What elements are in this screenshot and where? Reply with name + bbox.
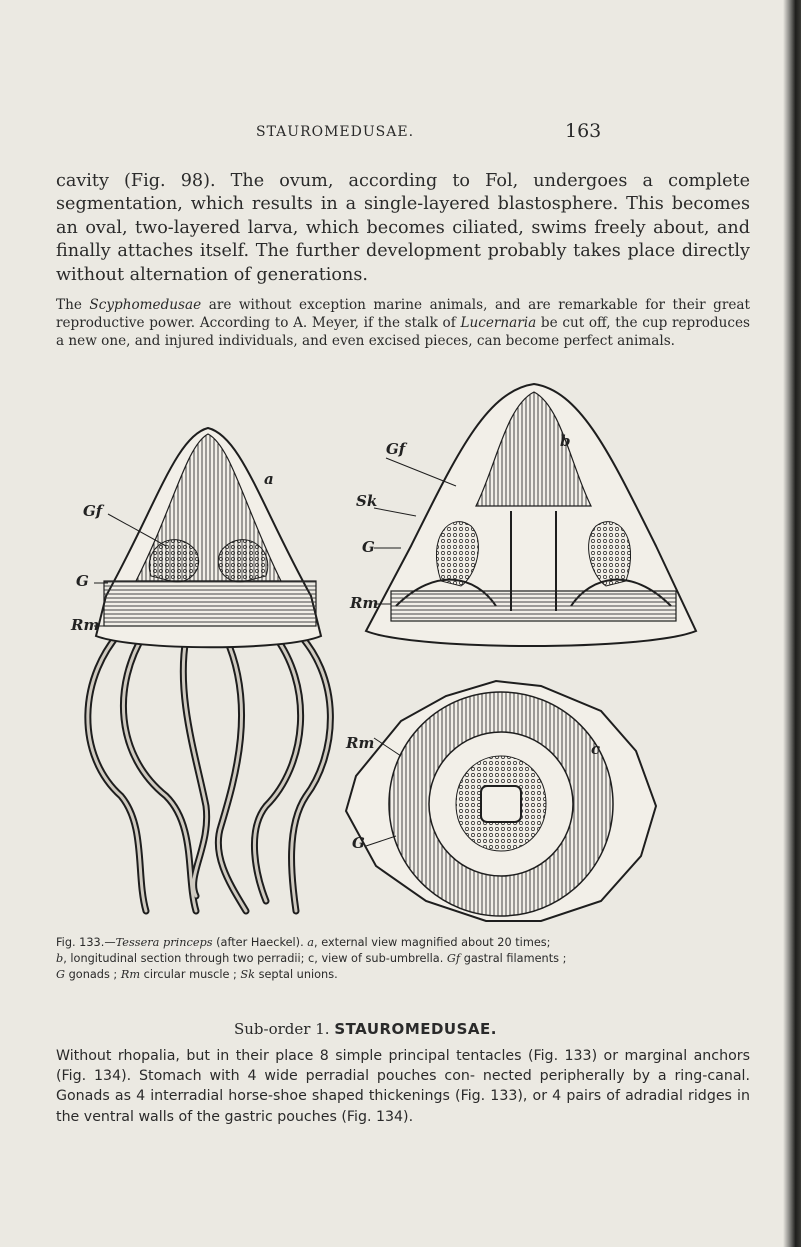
taxon-lucernaria: Lucernaria	[460, 315, 537, 332]
caption-letter-a: a	[307, 936, 315, 949]
book-spine-shadow	[783, 0, 801, 1247]
figure-caption	[56, 935, 756, 983]
panel-a-letter: a	[264, 470, 274, 488]
panel-c-letter: c	[591, 740, 601, 758]
caption-letter-b: b	[56, 952, 64, 965]
text: , longitudinal section through two perradii; c, view of sub-umbrella.	[63, 952, 447, 965]
panel-a-label-g: G	[76, 572, 89, 590]
figure-133	[56, 376, 750, 926]
taxon-scyphomedusae: Scyphomedusae	[89, 297, 202, 313]
suborder-prefix: Sub-order 1.	[234, 1020, 335, 1038]
running-title: STAUROMEDUSAE.	[256, 124, 415, 140]
panel-c-label-g: G	[352, 834, 365, 852]
panel-b-label-g: G	[362, 538, 375, 556]
panel-a-external-view	[70, 428, 330, 911]
panel-a-label-rm: Rm	[71, 616, 100, 634]
text: septal unions.	[255, 968, 338, 981]
caption-abbr-rm: Rm	[120, 968, 141, 981]
panel-b-label-gf: Gf	[386, 440, 406, 458]
panel-b-letter: b	[560, 432, 571, 450]
suborder-name: STAUROMEDUSAE.	[334, 1020, 497, 1038]
panel-c-subumbrella-view	[345, 681, 656, 921]
paragraph-reproduction	[56, 296, 750, 351]
caption-abbr-g: G	[56, 968, 66, 981]
text: The	[56, 297, 90, 313]
panel-b-section	[349, 384, 696, 646]
text: circular muscle ;	[140, 968, 241, 981]
text: (after Haeckel).	[212, 936, 308, 949]
panel-c-label-rm: Rm	[346, 734, 375, 752]
text: , external view magnified about 20 times;	[314, 936, 551, 949]
caption-species: Tessera princeps	[115, 936, 213, 949]
panel-b-label-sk: Sk	[356, 492, 378, 510]
page-number: 163	[565, 120, 602, 142]
paragraph-ovum-development: cavity (Fig. 98). The ovum, according to Fol, undergoes a complete segmentation, which results in a single-layered blastosphere. This becomes an oval, two-layered larva, which becomes ciliated, swims freely about, and finally attaches itself. The further development probably takes place directly without alternation of generations.	[56, 171, 750, 285]
figure-illustration	[56, 376, 750, 926]
panel-b-label-rm: Rm	[350, 594, 379, 612]
text: be cut off, the cup reproduces a new one, and injured individuals, and even excised pieces, can become perfect animals.	[56, 315, 750, 350]
running-head	[0, 120, 801, 148]
caption-figure-number: Fig. 133.—	[56, 936, 116, 949]
text: gastral filaments ;	[460, 952, 567, 965]
text: gonads ;	[65, 968, 121, 981]
caption-abbr-gf: Gf	[446, 952, 461, 965]
caption-abbr-sk: Sk	[240, 968, 255, 981]
panel-a-label-gf: Gf	[83, 502, 103, 520]
text: are without exception marine animals, and are remarkable for their great reproductive power. According to A. Meyer, if the stalk of	[56, 297, 750, 332]
paragraph-suborder-description: Without rhopalia, but in their place 8 simple principal tentacles (Fig. 133) or marginal anchors (Fig. 134). Stomach with 4 wide perradial pouches con- nected peripherally by a ring-canal. Gonads as 4 interradial horse-shoe shaped thickenings (Fig. 133), or 4 pairs of adradial ridges in the ventral walls of the gastric pouches (Fig. 134).	[56, 1048, 750, 1125]
suborder-heading	[234, 1020, 497, 1038]
